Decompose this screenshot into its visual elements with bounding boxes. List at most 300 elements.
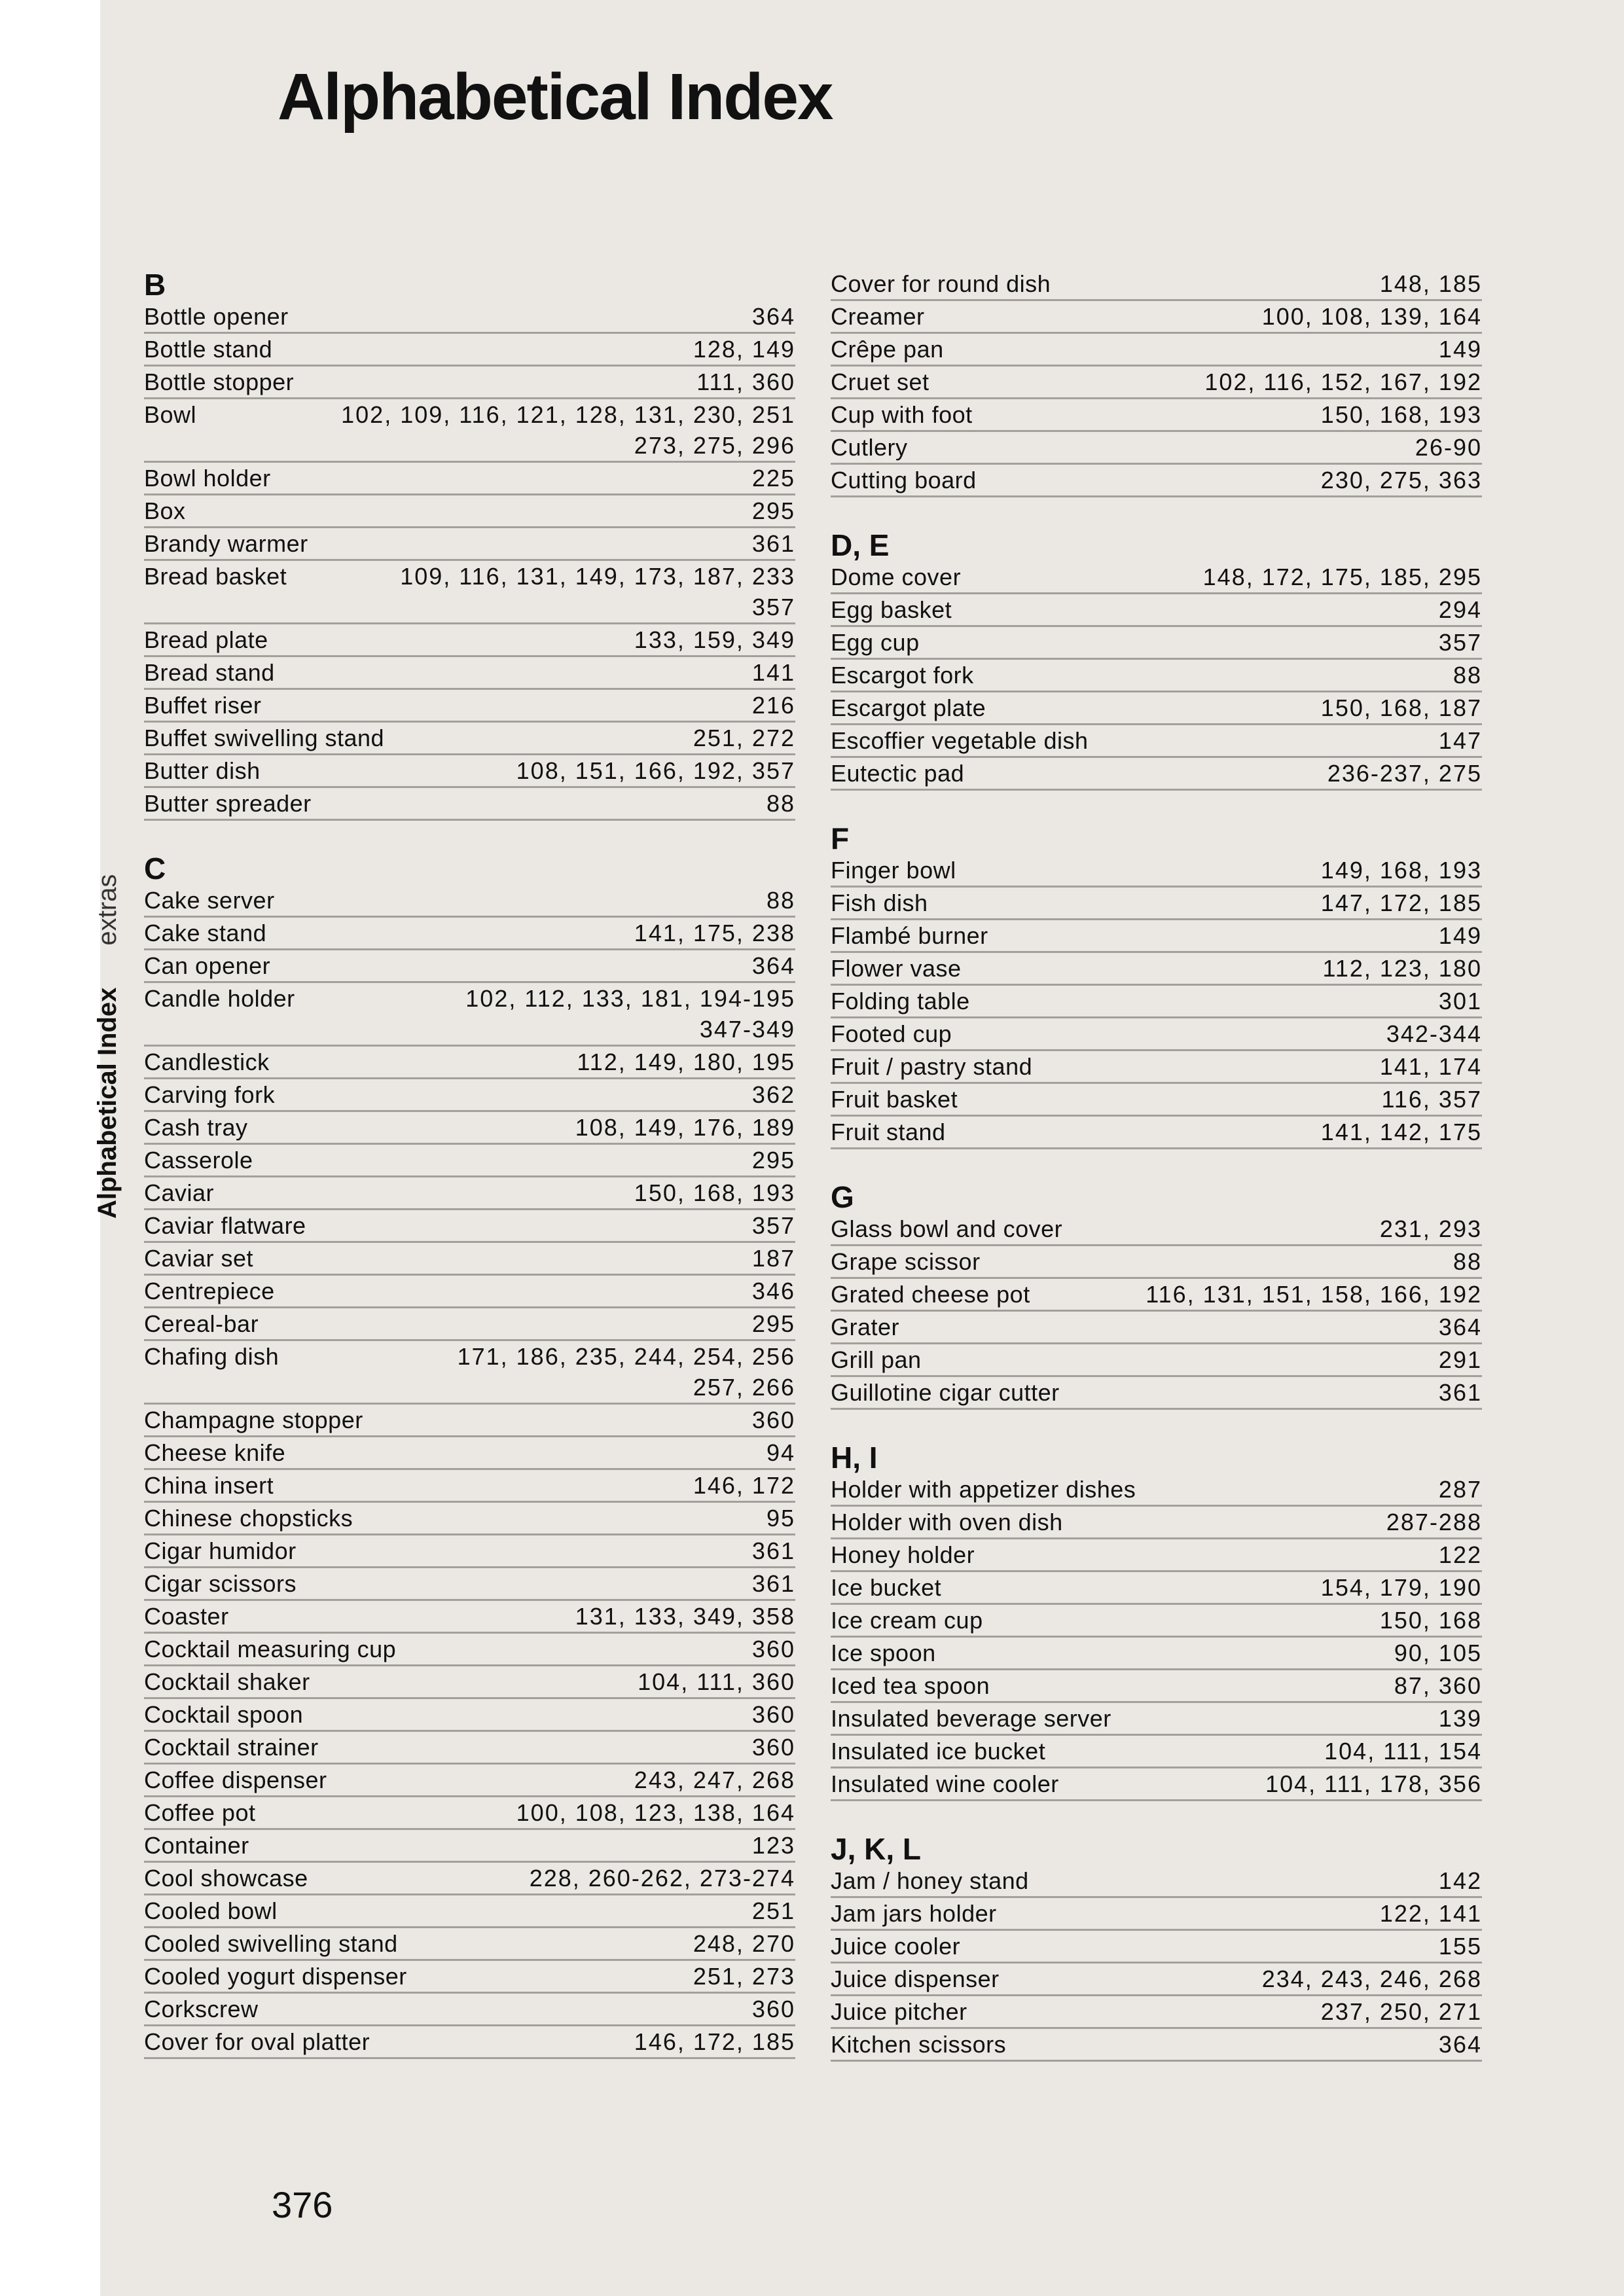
entry-term: Bowl holder — [144, 465, 271, 492]
entry-term: Grill pan — [831, 1346, 922, 1373]
index-entry — [144, 1765, 795, 1797]
entry-term: Caviar set — [144, 1245, 254, 1272]
index-entry — [831, 1605, 1482, 1638]
entry-term: Cigar humidor — [144, 1537, 297, 1564]
entry-term: Juice pitcher — [831, 1998, 967, 2025]
entry-pages — [1380, 1605, 1482, 1636]
entry-page-line: 104, 111, 178, 356 — [1265, 1770, 1482, 1797]
entry-page-line: 301 — [1438, 988, 1482, 1014]
entry-term: Cake server — [144, 887, 275, 914]
entry-page-line: 108, 149, 176, 189 — [575, 1114, 795, 1141]
entry-pages — [575, 1112, 795, 1143]
index-entry — [144, 755, 795, 788]
index-entry — [144, 950, 795, 983]
entry-page-line: 231, 293 — [1379, 1215, 1482, 1242]
index-entry — [144, 561, 795, 624]
index-entry — [144, 1276, 795, 1308]
index-entry — [831, 660, 1482, 692]
index-entry — [144, 1341, 795, 1405]
entry-term: Bottle stopper — [144, 368, 295, 395]
entry-term: Cash tray — [144, 1114, 248, 1141]
entry-term: Cup with foot — [831, 401, 973, 428]
entry-term: Cover for oval platter — [144, 2028, 370, 2055]
entry-page-line: 104, 111, 360 — [638, 1668, 795, 1695]
entry-pages — [634, 2026, 795, 2057]
entry-page-line: 295 — [751, 1147, 795, 1174]
entry-pages — [634, 1177, 795, 1208]
entry-pages — [1439, 1377, 1482, 1408]
index-entry — [144, 885, 795, 918]
index-entry — [144, 1732, 795, 1765]
index-entry — [144, 1895, 795, 1928]
section-letter: C — [144, 852, 166, 886]
entry-pages — [634, 1765, 795, 1795]
entry-term: Fish dish — [831, 889, 928, 916]
entry-page-line: 100, 108, 139, 164 — [1261, 303, 1482, 330]
section-letter: D, E — [831, 528, 890, 562]
entry-pages — [693, 1961, 795, 1992]
entry-term: Cocktail spoon — [144, 1701, 304, 1728]
entry-pages — [516, 1797, 795, 1828]
index-entry — [144, 367, 795, 399]
index-entry — [144, 301, 795, 334]
index-entry — [831, 1865, 1482, 1898]
index-entry — [831, 1377, 1482, 1410]
entry-pages — [752, 657, 795, 688]
entry-term: Insulated beverage server — [831, 1705, 1111, 1732]
index-entry — [144, 918, 795, 950]
entry-pages — [1394, 1670, 1482, 1701]
entry-term: Footed cup — [831, 1020, 952, 1047]
entry-page-line: 347-349 — [699, 1016, 795, 1043]
entry-term: Candlestick — [144, 1049, 270, 1075]
entry-pages — [752, 1243, 795, 1274]
index-column-left — [144, 268, 795, 2090]
entry-term: Cooled swivelling stand — [144, 1930, 398, 1957]
entry-pages — [1321, 1572, 1482, 1603]
entry-pages — [752, 528, 795, 559]
entry-page-line: 243, 247, 268 — [634, 1767, 795, 1793]
entry-term: Kitchen scissors — [831, 2031, 1007, 2058]
entry-page-line: 287-288 — [1386, 1509, 1482, 1535]
entry-term: Eutectic pad — [831, 760, 965, 787]
entry-pages — [693, 723, 795, 753]
entry-pages — [752, 690, 795, 721]
entry-pages — [1453, 1246, 1482, 1277]
entry-page-line: 139 — [1438, 1705, 1482, 1732]
index-column-right — [831, 268, 1482, 2093]
entry-page-line: 150, 168, 187 — [1320, 694, 1482, 721]
entry-pages — [1321, 888, 1482, 918]
index-entry — [144, 1666, 795, 1699]
entry-term: Escoffier vegetable dish — [831, 727, 1089, 754]
entry-term: Escargot fork — [831, 662, 974, 689]
entry-term: Flambé burner — [831, 922, 988, 949]
entry-term: Buffet riser — [144, 692, 262, 719]
entry-page-line: 88 — [1453, 662, 1482, 689]
entry-term: Cooled bowl — [144, 1897, 278, 1924]
index-entry — [144, 1210, 795, 1243]
entry-term: Butter spreader — [144, 790, 312, 817]
entry-page-line: 155 — [1438, 1933, 1482, 1960]
entry-pages — [1439, 1344, 1482, 1375]
index-entry — [144, 1634, 795, 1666]
entry-page-line: 146, 172 — [693, 1472, 795, 1499]
entry-term: Corkscrew — [144, 1996, 259, 2022]
entry-pages — [638, 1666, 795, 1697]
entry-term: Egg cup — [831, 629, 920, 656]
entry-term: Cruet set — [831, 368, 929, 395]
entry-page-line: 357 — [751, 594, 795, 620]
entry-pages — [752, 301, 795, 332]
entry-pages — [1439, 334, 1482, 365]
entry-pages — [1380, 1898, 1482, 1929]
entry-pages — [752, 1210, 795, 1241]
entry-term: Bottle stand — [144, 336, 273, 363]
entry-pages — [1322, 953, 1482, 984]
entry-pages — [752, 1634, 795, 1664]
entry-pages — [1321, 1117, 1482, 1147]
entry-pages — [1439, 1865, 1482, 1896]
entry-page-line: 361 — [751, 1570, 795, 1597]
entry-pages — [693, 334, 795, 365]
entry-pages — [1439, 1474, 1482, 1505]
entry-term: Buffet swivelling stand — [144, 725, 385, 751]
index-entry — [831, 594, 1482, 627]
entry-page-line: 122, 141 — [1379, 1900, 1482, 1927]
entry-page-line: 133, 159, 349 — [634, 626, 795, 653]
entry-pages — [1321, 855, 1482, 886]
entry-page-line: 112, 123, 180 — [1322, 955, 1482, 982]
entry-pages — [752, 1276, 795, 1306]
entry-pages — [767, 788, 795, 819]
entry-page-line: 111, 360 — [696, 368, 795, 395]
entry-term: China insert — [144, 1472, 274, 1499]
entry-pages — [1386, 1507, 1482, 1537]
entry-term: Fruit / pastry stand — [831, 1053, 1033, 1080]
index-entry — [144, 463, 795, 495]
entry-term: Butter dish — [144, 757, 261, 784]
entry-page-line: 360 — [751, 1636, 795, 1662]
entry-pages — [1203, 562, 1482, 592]
entry-page-line: 291 — [1438, 1346, 1482, 1373]
sidebar-main-label: Alphabetical Index — [93, 987, 122, 1219]
entry-term: Ice bucket — [831, 1574, 942, 1601]
index-entry — [144, 1145, 795, 1177]
index-entry — [831, 1931, 1482, 1964]
entry-pages — [752, 463, 795, 493]
entry-term: Grated cheese pot — [831, 1281, 1030, 1308]
entry-page-line: 237, 250, 271 — [1320, 1998, 1482, 2025]
entry-pages — [1321, 692, 1482, 723]
index-entry — [831, 1768, 1482, 1801]
entry-term: Fruit basket — [831, 1086, 958, 1113]
entry-pages — [752, 1830, 795, 1861]
index-entry — [831, 432, 1482, 465]
entry-term: Brandy warmer — [144, 530, 308, 557]
entry-pages — [458, 1341, 795, 1403]
index-entry — [831, 1246, 1482, 1279]
index-entry — [144, 1079, 795, 1112]
entry-pages — [1453, 660, 1482, 691]
entry-term: Bowl — [144, 401, 197, 428]
entry-pages — [1321, 1996, 1482, 2027]
entry-term: Guillotine cigar cutter — [831, 1379, 1060, 1406]
index-entry — [144, 624, 795, 657]
entry-term: Insulated ice bucket — [831, 1738, 1046, 1765]
entry-page-line: 87, 360 — [1394, 1672, 1482, 1699]
entry-term: Cereal-bar — [144, 1310, 259, 1337]
index-entry — [831, 367, 1482, 399]
index-section — [831, 1833, 1482, 2062]
entry-term: Fruit stand — [831, 1119, 946, 1145]
entry-term: Coffee dispenser — [144, 1767, 327, 1793]
index-entry — [144, 1535, 795, 1568]
index-entry — [831, 1018, 1482, 1051]
entry-term: Cheese knife — [144, 1439, 286, 1466]
index-entry — [831, 1539, 1482, 1572]
index-section — [831, 268, 1482, 497]
index-entry — [831, 1964, 1482, 1996]
entry-page-line: 108, 151, 166, 192, 357 — [516, 757, 795, 784]
entry-term: Glass bowl and cover — [831, 1215, 1063, 1242]
entry-pages — [767, 885, 795, 916]
entry-pages — [634, 918, 795, 948]
entry-page-line: 362 — [751, 1081, 795, 1108]
entry-page-line: 228, 260-262, 273-274 — [529, 1865, 795, 1892]
entry-page-line: 361 — [751, 1537, 795, 1564]
index-entry — [831, 1474, 1482, 1507]
index-entry — [831, 758, 1482, 791]
index-entry — [831, 888, 1482, 920]
index-entry — [831, 627, 1482, 660]
index-entry — [144, 1601, 795, 1634]
index-entry — [144, 1503, 795, 1535]
entry-page-line: 128, 149 — [693, 336, 795, 363]
entry-term: Can opener — [144, 952, 271, 979]
entry-page-line: 357 — [1438, 629, 1482, 656]
entry-pages — [1382, 1084, 1482, 1115]
entry-page-line: 149 — [1438, 336, 1482, 363]
index-section — [144, 268, 795, 821]
entry-term: Cake stand — [144, 920, 267, 946]
entry-page-line: 142 — [1438, 1867, 1482, 1894]
entry-page-line: 116, 131, 151, 158, 166, 192 — [1146, 1281, 1482, 1308]
entry-pages — [1146, 1279, 1482, 1310]
entry-term: Chinese chopsticks — [144, 1505, 353, 1532]
entry-pages — [1321, 465, 1482, 495]
page-number: 376 — [272, 2184, 333, 2225]
entry-pages — [752, 950, 795, 981]
index-entry — [144, 1177, 795, 1210]
entry-term: Champagne stopper — [144, 1407, 363, 1433]
section-letter: F — [831, 821, 850, 855]
entry-page-line: 123 — [751, 1832, 795, 1859]
entry-term: Bottle opener — [144, 303, 289, 330]
entry-page-line: 251 — [751, 1897, 795, 1924]
entry-pages — [752, 1308, 795, 1339]
entry-pages — [516, 755, 795, 786]
entry-term: Dome cover — [831, 564, 962, 590]
entry-pages — [1262, 301, 1482, 332]
index-entry — [144, 495, 795, 528]
index-section — [831, 1441, 1482, 1801]
entry-pages — [1386, 1018, 1482, 1049]
entry-term: Cigar scissors — [144, 1570, 297, 1597]
entry-page-line: 131, 133, 349, 358 — [575, 1603, 795, 1630]
entry-page-line: 88 — [766, 887, 795, 914]
entry-term: Cutting board — [831, 467, 977, 493]
entry-page-line: 361 — [751, 530, 795, 557]
entry-page-line: 147 — [1438, 727, 1482, 754]
entry-term: Candle holder — [144, 985, 295, 1012]
entry-page-line: 149 — [1438, 922, 1482, 949]
index-entry — [144, 1470, 795, 1503]
entry-term: Coaster — [144, 1603, 229, 1630]
entry-pages — [1380, 268, 1482, 299]
index-entry — [831, 301, 1482, 334]
entry-page-line: 357 — [751, 1212, 795, 1239]
entry-page-line: 364 — [751, 303, 795, 330]
entry-page-line: 234, 243, 246, 268 — [1261, 1965, 1482, 1992]
index-entry — [831, 1703, 1482, 1736]
entry-pages — [752, 1732, 795, 1763]
entry-term: Container — [144, 1832, 249, 1859]
entry-pages — [1204, 367, 1482, 397]
entry-pages — [752, 1568, 795, 1599]
index-entry — [144, 1928, 795, 1961]
index-entry — [831, 1051, 1482, 1084]
entry-page-line: 364 — [751, 952, 795, 979]
entry-pages — [530, 1863, 795, 1893]
entry-page-line: 141, 174 — [1379, 1053, 1482, 1080]
section-letter: G — [831, 1180, 854, 1214]
entry-pages — [752, 1994, 795, 2024]
entry-page-line: 150, 168 — [1379, 1607, 1482, 1634]
entry-page-line: 251, 273 — [693, 1963, 795, 1990]
index-section — [831, 1181, 1482, 1410]
left-margin-strip — [0, 0, 100, 2296]
entry-pages — [1439, 594, 1482, 625]
index-entry — [831, 1996, 1482, 2029]
index-entry — [831, 1736, 1482, 1768]
index-entry — [144, 723, 795, 755]
entry-page-line: 295 — [751, 497, 795, 524]
entry-pages — [767, 1437, 795, 1468]
entry-pages — [575, 1601, 795, 1632]
index-entry — [831, 1084, 1482, 1117]
entry-term: Chafing dish — [144, 1343, 280, 1370]
sidebar-sub-label: extras — [93, 874, 122, 946]
entry-page-line: 361 — [1438, 1379, 1482, 1406]
entry-page-line: 26-90 — [1415, 434, 1482, 461]
entry-term: Juice dispenser — [831, 1965, 1000, 1992]
entry-page-line: 102, 116, 152, 167, 192 — [1204, 368, 1482, 395]
index-entry — [144, 1047, 795, 1079]
entry-page-line: 90, 105 — [1394, 1640, 1482, 1666]
entry-term: Jam jars holder — [831, 1900, 997, 1927]
entry-term: Jam / honey stand — [831, 1867, 1029, 1894]
entry-pages — [400, 561, 795, 622]
entry-term: Caviar flatware — [144, 1212, 306, 1239]
index-entry — [831, 1898, 1482, 1931]
index-entry — [831, 334, 1482, 367]
entry-term: Egg basket — [831, 596, 952, 623]
entry-page-line: 141 — [751, 659, 795, 686]
entry-page-line: 141, 142, 175 — [1320, 1119, 1482, 1145]
entry-page-line: 251, 272 — [693, 725, 795, 751]
entry-term: Cutlery — [831, 434, 908, 461]
entry-term: Ice cream cup — [831, 1607, 983, 1634]
index-entry — [831, 1638, 1482, 1670]
entry-page-line: 295 — [751, 1310, 795, 1337]
index-entry — [831, 920, 1482, 953]
entry-term: Cocktail measuring cup — [144, 1636, 397, 1662]
entry-term: Centrepiece — [144, 1278, 275, 1304]
index-entry — [144, 1797, 795, 1830]
entry-page-line: 230, 275, 363 — [1320, 467, 1482, 493]
entry-page-line: 216 — [751, 692, 795, 719]
entry-page-line: 364 — [1438, 2031, 1482, 2058]
entry-pages — [1439, 627, 1482, 658]
entry-pages — [767, 1503, 795, 1534]
entry-term: Folding table — [831, 988, 970, 1014]
entry-pages — [1415, 432, 1482, 463]
entry-page-line: 102, 112, 133, 181, 194-195 — [465, 985, 795, 1012]
entry-term: Flower vase — [831, 955, 962, 982]
entry-term: Grape scissor — [831, 1248, 981, 1275]
entry-term: Iced tea spoon — [831, 1672, 990, 1699]
entry-term: Holder with oven dish — [831, 1509, 1063, 1535]
entry-pages — [752, 1535, 795, 1566]
index-entry — [831, 1213, 1482, 1246]
entry-page-line: 360 — [751, 1407, 795, 1433]
index-entry — [144, 528, 795, 561]
entry-term: Cover for round dish — [831, 270, 1051, 297]
entry-pages — [693, 1928, 795, 1959]
index-entry — [831, 855, 1482, 888]
index-section — [144, 852, 795, 2059]
entry-pages — [577, 1047, 795, 1077]
entry-term: Insulated wine cooler — [831, 1770, 1059, 1797]
entry-page-line: 171, 186, 235, 244, 254, 256 — [457, 1343, 795, 1370]
index-entry — [144, 1568, 795, 1601]
index-section — [831, 529, 1482, 791]
entry-pages — [752, 495, 795, 526]
entry-term: Bread basket — [144, 563, 287, 590]
entry-page-line: 236-237, 275 — [1327, 760, 1482, 787]
entry-pages — [1439, 1931, 1482, 1962]
entry-page-line: 360 — [751, 1996, 795, 2022]
entry-pages — [634, 624, 795, 655]
entry-term: Escargot plate — [831, 694, 986, 721]
entry-page-line: 95 — [766, 1505, 795, 1532]
entry-pages — [752, 1405, 795, 1435]
index-entry — [144, 690, 795, 723]
entry-page-line: 225 — [751, 465, 795, 492]
entry-term: Honey holder — [831, 1541, 975, 1568]
entry-term: Box — [144, 497, 186, 524]
entry-pages — [752, 1145, 795, 1175]
entry-pages — [1439, 1703, 1482, 1734]
entry-page-line: 187 — [751, 1245, 795, 1272]
index-entry — [831, 562, 1482, 594]
entry-page-line: 100, 108, 123, 138, 164 — [516, 1799, 795, 1826]
entry-term: Caviar — [144, 1179, 215, 1206]
index-entry — [144, 1699, 795, 1732]
entry-term: Holder with appetizer dishes — [831, 1476, 1136, 1503]
entry-pages — [1439, 725, 1482, 756]
